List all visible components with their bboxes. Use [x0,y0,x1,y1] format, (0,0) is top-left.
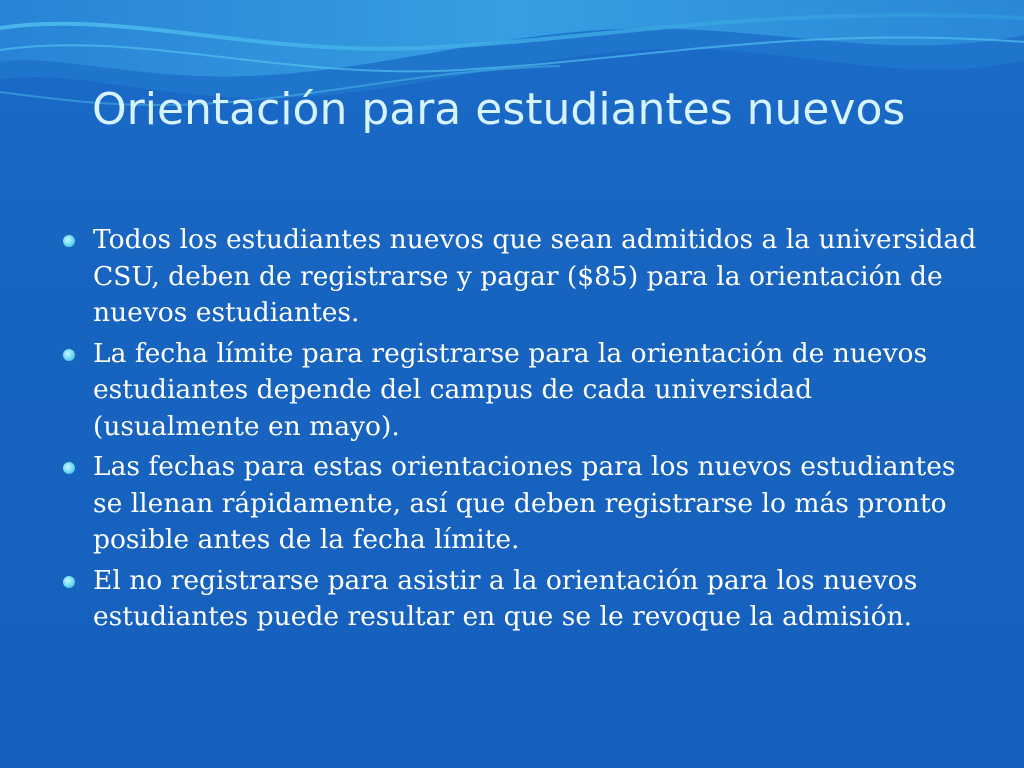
list-item [60,563,980,636]
bullet-dot-icon [63,235,75,247]
bullet-dot-icon [63,462,75,474]
bullet-dot-icon [63,576,75,588]
bullet-list [60,222,980,640]
bullet-dot-icon [63,349,75,361]
slide-title: Orientación para estudiantes nuevos [92,84,906,135]
bullet-text: La fecha límite para registrarse para la orientación de nuevos estudiantes depende del campus de cada universidad (usualmente en mayo). [93,337,928,442]
list-item [60,449,980,559]
list-item [60,336,980,446]
list-item [60,222,980,332]
bullet-text: Todos los estudiantes nuevos que sean admitidos a la universidad CSU, deben de registrarse y pagar ($85) para la orientación de nuevos estudiantes. [93,224,977,328]
bullet-text: El no registrarse para asistir a la orientación para los nuevos estudiantes puede resultar en que se le revoque la admisión. [93,564,918,632]
bullet-text: Las fechas para estas orientaciones para los nuevos estudiantes se llenan rápidamente, así que deben registrarse lo más pronto posible antes de la fecha límite. [93,451,956,555]
